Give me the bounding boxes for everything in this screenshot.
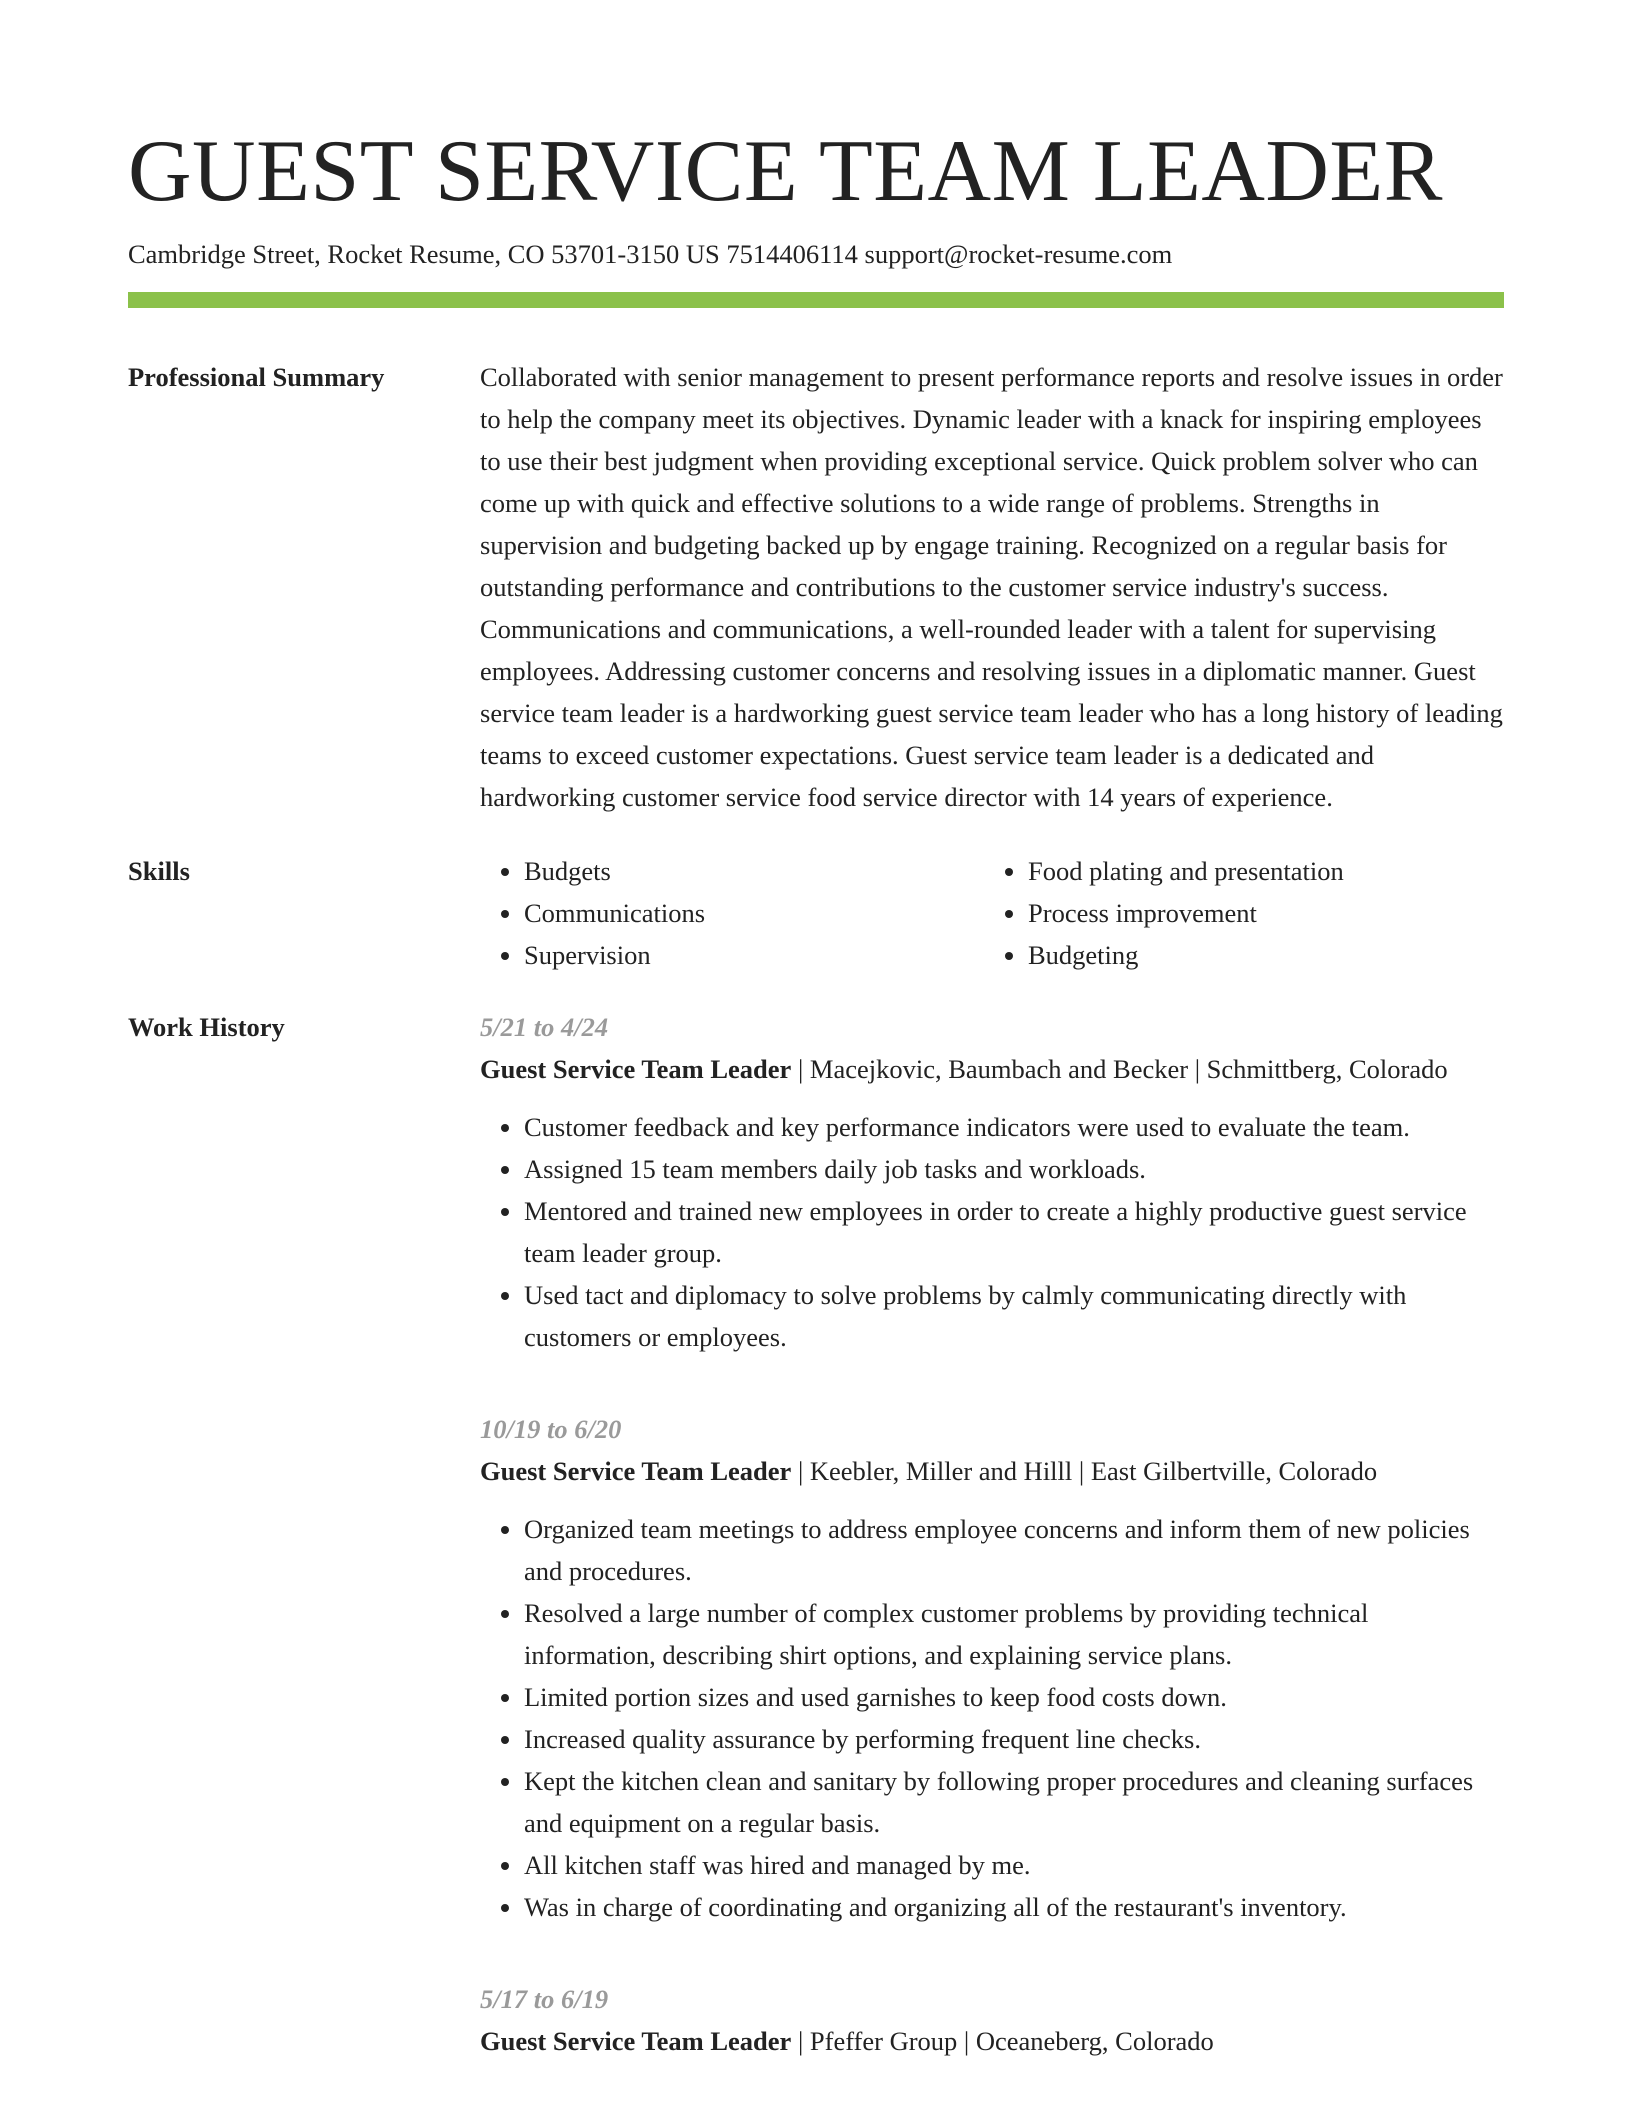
summary-text: Collaborated with senior management to present performance reports and resolve issues in order to help the company meet its objectives. Dynamic leader with a knack for inspiring employees to use their best judgment when providing exceptional service. Quick problem solver who can come up with quick and effective solutions to a wide range of problems. Strengths in supervision and budgeting backed up by engage training. Recognized on a regular basis for outstanding performance and contributions to the customer service industry's success. Communications and communications, a well-rounded leader with a talent for supervising employees. Addressing customer concerns and resolving issues in a diplomatic manner. Guest service team leader is a hardworking guest service team leader who has a long history of leading teams to exceed customer expectations. Guest service team leader is a dedicated and hardworking customer service food service director with 14 years of experience. xyxy=(480,362,1503,812)
contact-phone: 7514406114 xyxy=(726,239,858,269)
job-role: Guest Service Team Leader xyxy=(480,1054,792,1084)
job-entry xyxy=(480,1408,1504,1928)
skills-list-right xyxy=(984,850,1488,976)
resume-page xyxy=(128,118,1504,2102)
job-bullet: • All kitchen staff was hired and managed by me. xyxy=(524,1844,1504,1886)
job-title-line xyxy=(480,1048,1504,1090)
skill-item: • Food plating and presentation xyxy=(1028,850,1488,892)
contact-address: Cambridge Street, Rocket Resume, CO 53701-3150 US xyxy=(128,239,720,269)
skill-item: • Budgeting xyxy=(1028,934,1488,976)
job-bullet: • Resolved a large number of complex customer problems by providing technical information, describing shirt options, and explaining service plans. xyxy=(524,1592,1504,1676)
job-title-line xyxy=(480,1450,1504,1492)
resume-name: GUEST SERVICE TEAM LEADER xyxy=(128,123,1443,220)
job-bullets xyxy=(480,1508,1504,1928)
skill-item: • Supervision xyxy=(524,934,984,976)
job-bullet: • Organized team meetings to address employee concerns and inform them of new policies and procedures. xyxy=(524,1508,1504,1592)
job-details: | Keebler, Miller and Hilll | East Gilbertville, Colorado xyxy=(791,1456,1378,1486)
skills-heading: Skills xyxy=(128,856,190,886)
job-dates: 5/21 to 4/24 xyxy=(480,1012,609,1042)
skills-section xyxy=(128,850,1504,976)
accent-divider xyxy=(128,292,1504,308)
skill-item: • Communications xyxy=(524,892,984,934)
work-history-heading: Work History xyxy=(128,1012,285,1042)
work-history-section xyxy=(128,1006,1504,2102)
job-details: | Macejkovic, Baumbach and Becker | Schmittberg, Colorado xyxy=(791,1054,1448,1084)
job-bullet: • Was in charge of coordinating and organizing all of the restaurant's inventory. xyxy=(524,1886,1504,1928)
job-bullet: • Mentored and trained new employees in order to create a highly productive guest service team leader group. xyxy=(524,1190,1504,1274)
job-dates: 10/19 to 6/20 xyxy=(480,1414,622,1444)
summary-heading: Professional Summary xyxy=(128,362,385,392)
job-bullet: • Used tact and diplomacy to solve problems by calmly communicating directly with customers or employees. xyxy=(524,1274,1504,1358)
job-bullet: • Limited portion sizes and used garnishes to keep food costs down. xyxy=(524,1676,1504,1718)
job-bullet: • Customer feedback and key performance indicators were used to evaluate the team. xyxy=(524,1106,1504,1148)
skill-item: • Budgets xyxy=(524,850,984,892)
contact-line xyxy=(128,234,1504,274)
skills-list-left xyxy=(480,850,984,976)
job-dates: 5/17 to 6/19 xyxy=(480,1984,609,2014)
job-title-line xyxy=(480,2020,1504,2062)
summary-section xyxy=(128,356,1504,818)
job-details: | Pfeffer Group | Oceaneberg, Colorado xyxy=(791,2026,1214,2056)
job-entry xyxy=(480,1006,1504,1358)
job-bullet: • Assigned 15 team members daily job tasks and workloads. xyxy=(524,1148,1504,1190)
job-role: Guest Service Team Leader xyxy=(480,1456,792,1486)
contact-email: support@rocket-resume.com xyxy=(864,239,1173,269)
skill-item: • Process improvement xyxy=(1028,892,1488,934)
job-entry xyxy=(480,1978,1504,2062)
job-role: Guest Service Team Leader xyxy=(480,2026,792,2056)
job-bullet: • Increased quality assurance by performing frequent line checks. xyxy=(524,1718,1504,1760)
job-bullet: • Kept the kitchen clean and sanitary by following proper procedures and cleaning surfaces and equipment on a regular basis. xyxy=(524,1760,1504,1844)
job-bullets xyxy=(480,1106,1504,1358)
